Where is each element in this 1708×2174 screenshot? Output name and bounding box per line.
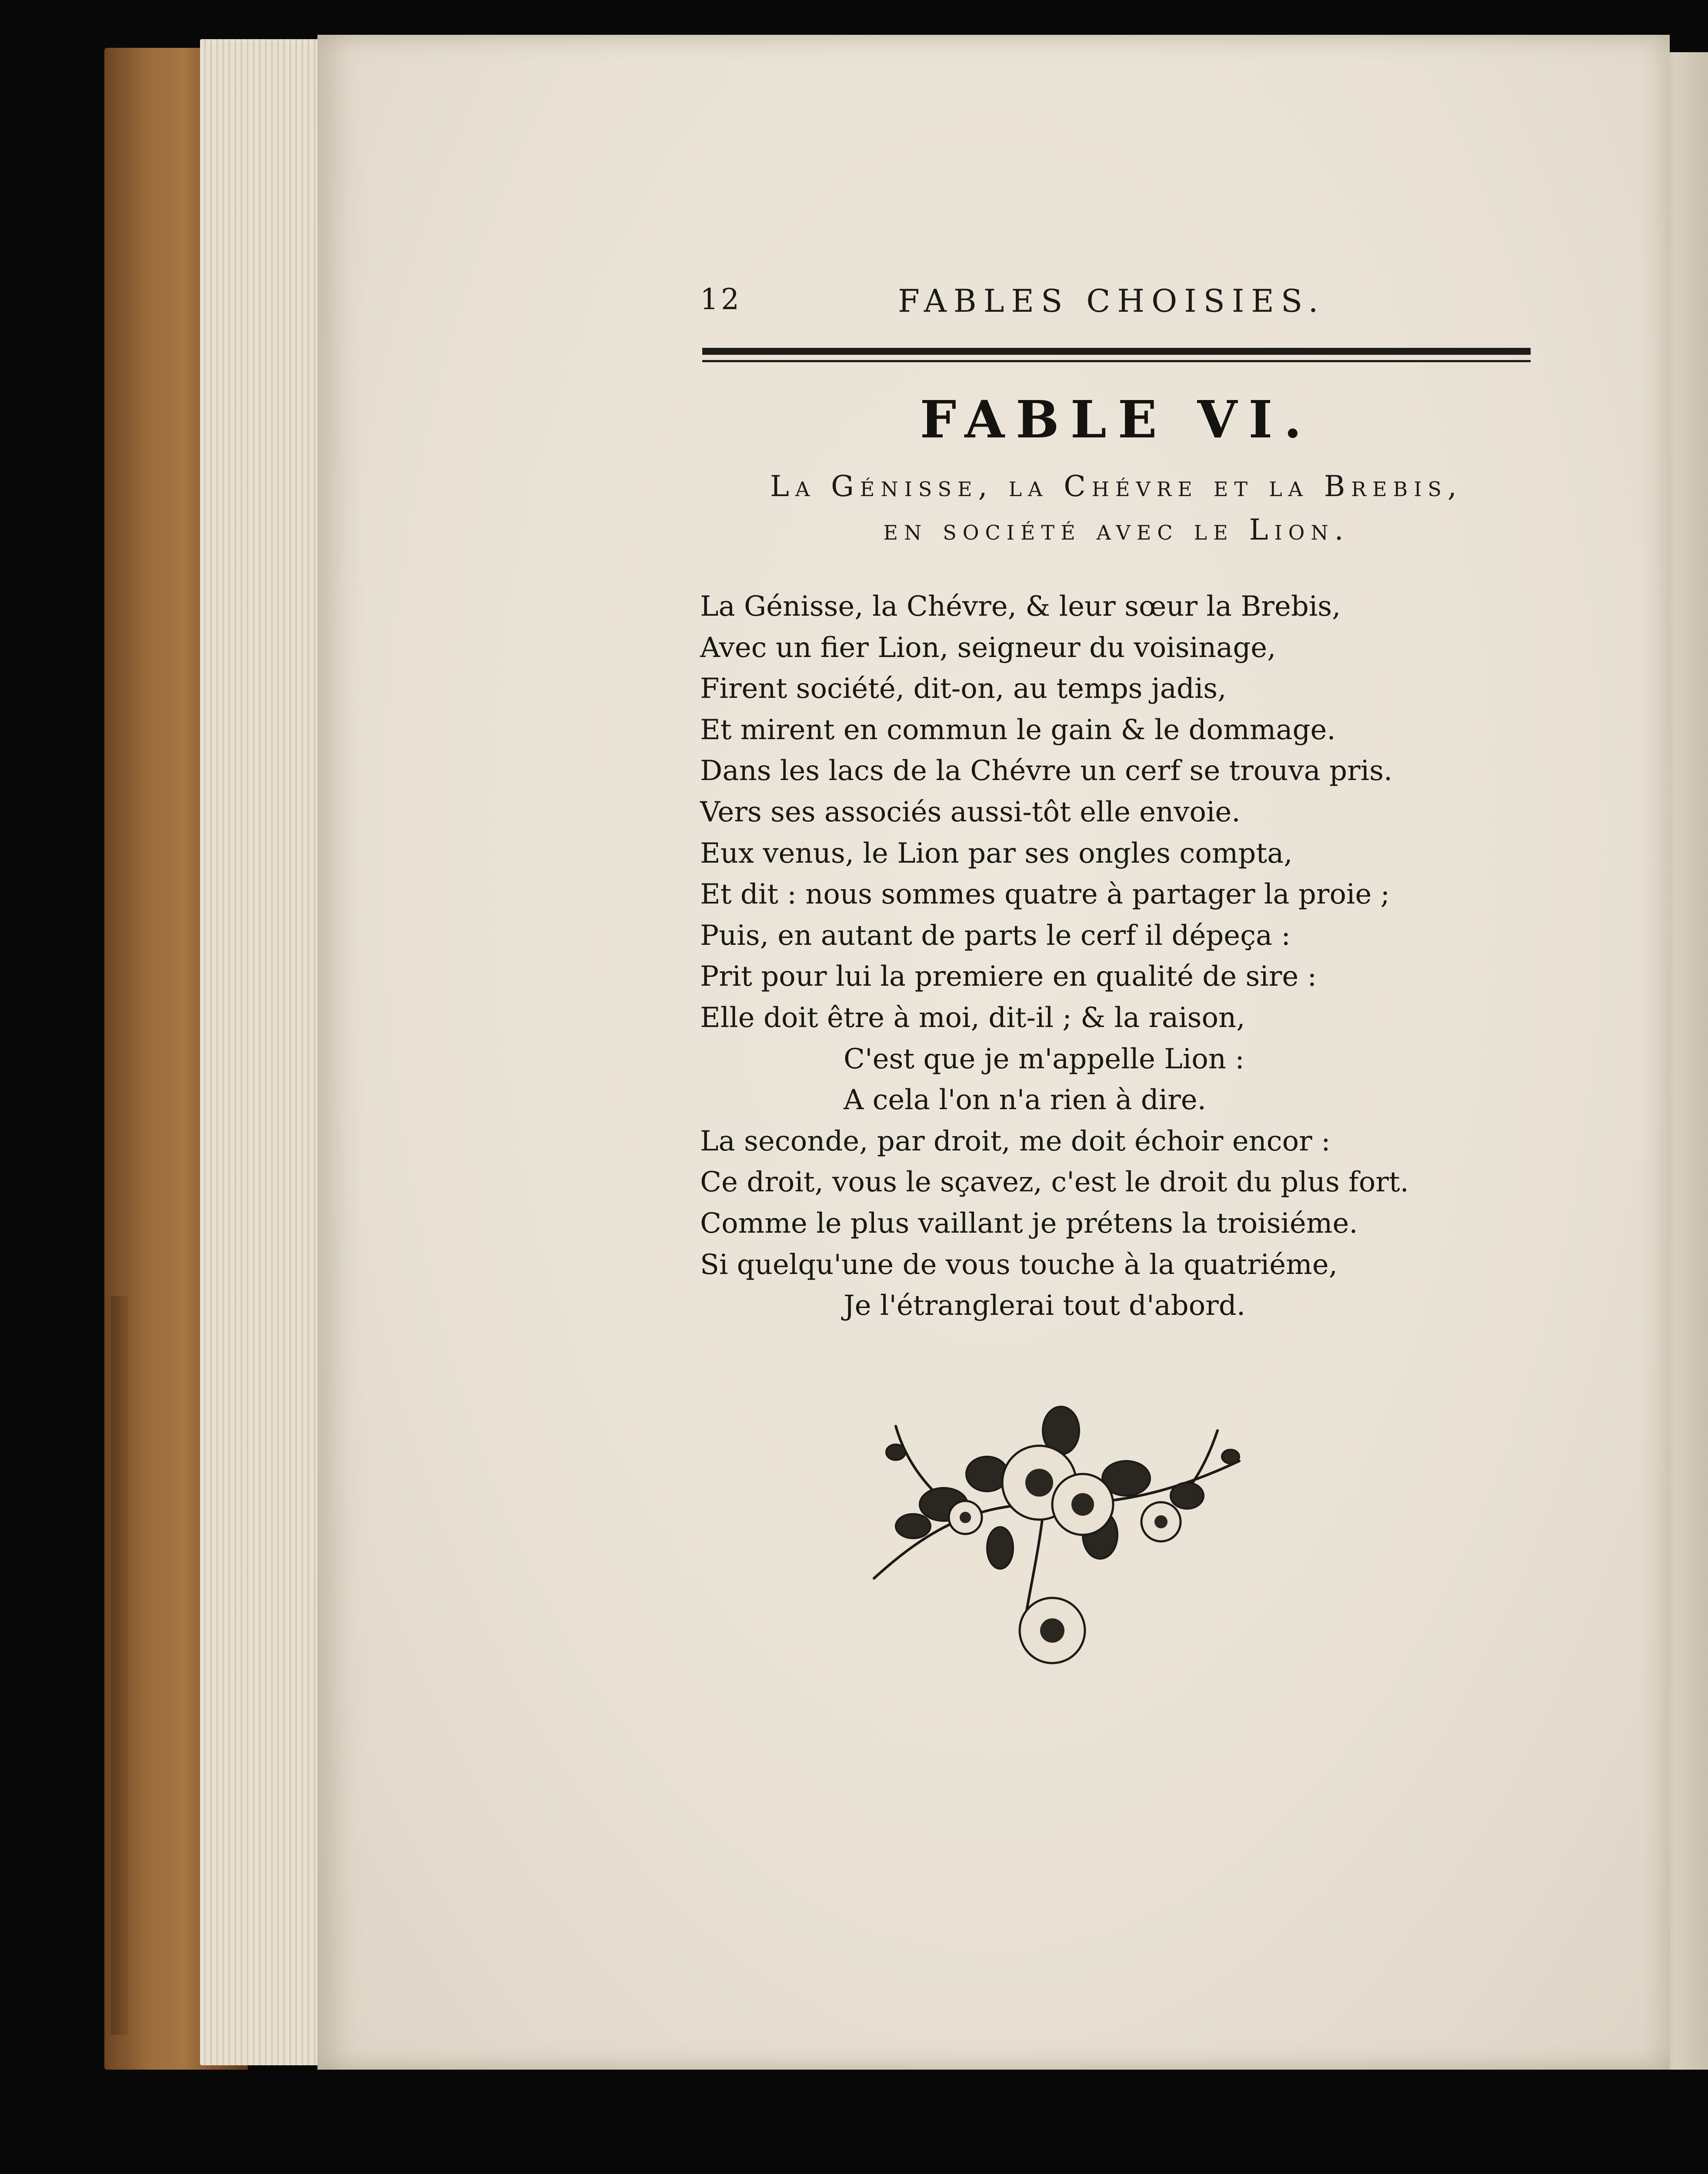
running-title: FABLES CHOISIES. bbox=[898, 283, 1325, 319]
cover-wear bbox=[111, 1296, 128, 2035]
verse-line: La seconde, par droit, me doit échoir encor : bbox=[700, 1125, 1331, 1157]
verse-line: Et dit : nous sommes quatre à partager la proie ; bbox=[700, 878, 1390, 911]
header-rule-thin bbox=[702, 360, 1531, 362]
verse-line: La Génisse, la Chévre, & leur sœur la Brebis, bbox=[700, 590, 1341, 623]
verse-line: Elle doit être à moi, dit-il ; & la raison, bbox=[700, 1001, 1245, 1034]
floral-vignette-icon bbox=[857, 1404, 1257, 1674]
verse-line: Si quelqu'une de vous touche à la quatriéme, bbox=[700, 1248, 1338, 1281]
page-stack-edge bbox=[200, 39, 326, 2065]
page-number: 12 bbox=[700, 283, 742, 316]
header-rule-thick bbox=[702, 348, 1531, 355]
verse-line: Et mirent en commun le gain & le dommage. bbox=[700, 714, 1336, 746]
fable-verses bbox=[700, 586, 1548, 1327]
verse-line-indented: C'est que je m'appelle Lion : bbox=[844, 1043, 1244, 1075]
verse-line-indented: Je l'étranglerai tout d'abord. bbox=[844, 1290, 1246, 1322]
verse-line: Prit pour lui la premiere en qualité de sire : bbox=[700, 960, 1317, 993]
verse-line: Firent société, dit-on, au temps jadis, bbox=[700, 673, 1227, 705]
fable-title: FABLE VI. bbox=[920, 389, 1313, 450]
verse-line: Puis, en autant de parts le cerf il dépeça : bbox=[700, 919, 1291, 952]
verse-line: Ce droit, vous le sçavez, c'est le droit du plus fort. bbox=[700, 1166, 1409, 1199]
verse-line-indented: A cela l'on n'a rien à dire. bbox=[844, 1084, 1206, 1117]
fable-subtitle-line-1: La Génisse, la Chévre et la Brebis, bbox=[770, 470, 1463, 503]
verse-line: Avec un fier Lion, seigneur du voisinage, bbox=[700, 631, 1276, 664]
verse-line: Dans les lacs de la Chévre un cerf se trouva pris. bbox=[700, 755, 1393, 787]
verse-line: Comme le plus vaillant je prétens la troisiéme. bbox=[700, 1207, 1358, 1240]
fable-subtitle-line-2: en société avec le Lion. bbox=[883, 513, 1350, 547]
running-head bbox=[700, 283, 1339, 330]
verse-line: Vers ses associés aussi-tôt elle envoie. bbox=[700, 796, 1241, 828]
verse-line: Eux venus, le Lion par ses ongles compta, bbox=[700, 837, 1293, 870]
